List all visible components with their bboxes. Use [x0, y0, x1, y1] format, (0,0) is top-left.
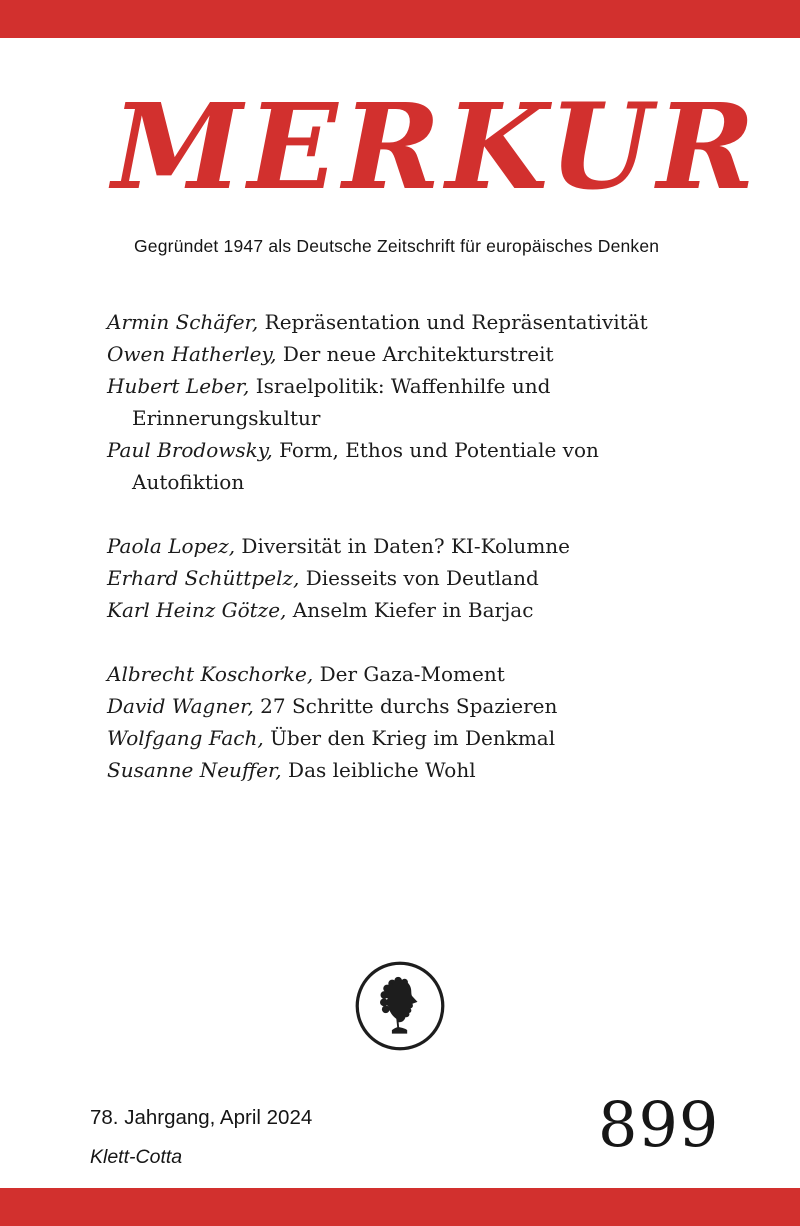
- toc-title: Form, Ethos und Potentiale von Autofiktion: [132, 438, 599, 494]
- top-red-bar: [0, 0, 800, 38]
- toc-item: [107, 722, 682, 754]
- toc-author: Albrecht Koschorke,: [107, 662, 314, 686]
- mercury-head-icon: [354, 960, 446, 1052]
- toc-item: [107, 434, 682, 498]
- toc-group: [107, 530, 682, 626]
- magazine-title: MERKUR: [112, 77, 760, 216]
- toc-title: Über den Krieg im Denkmal: [270, 726, 556, 750]
- toc-title: Repräsentation und Repräsentativität: [264, 310, 648, 334]
- toc-item: [107, 338, 682, 370]
- toc-item: [107, 754, 682, 786]
- toc-title: Der Gaza-Moment: [319, 662, 505, 686]
- issue-number: 899: [598, 1088, 720, 1161]
- toc-author: Karl Heinz Götze,: [107, 598, 287, 622]
- toc-item: [107, 530, 682, 562]
- edition-info: 78. Jahrgang, April 2024: [90, 1106, 313, 1129]
- bottom-red-bar: [0, 1188, 800, 1226]
- publisher-logo: [354, 960, 446, 1052]
- toc-title: Das leibliche Wohl: [288, 758, 476, 782]
- toc-item: [107, 594, 682, 626]
- toc-author: Wolfgang Fach,: [107, 726, 264, 750]
- toc-group: [107, 306, 682, 498]
- toc-author: Paul Brodowsky,: [107, 438, 273, 462]
- toc-author: Erhard Schüttpelz,: [107, 566, 300, 590]
- toc-item: [107, 690, 682, 722]
- toc-title: Israelpolitik: Waffenhilfe und Erinnerungskultur: [132, 374, 551, 430]
- toc-author: Susanne Neuffer,: [107, 758, 282, 782]
- toc-item: [107, 658, 682, 690]
- toc-author: Paola Lopez,: [107, 534, 236, 558]
- table-of-contents: [107, 306, 682, 818]
- toc-group: [107, 658, 682, 786]
- toc-author: David Wagner,: [107, 694, 254, 718]
- publisher-name: Klett-Cotta: [90, 1146, 183, 1168]
- toc-author: Hubert Leber,: [107, 374, 250, 398]
- toc-title: Anselm Kiefer in Barjac: [292, 598, 534, 622]
- magazine-subtitle: Gegründet 1947 als Deutsche Zeitschrift für europäisches Denken: [134, 236, 660, 256]
- toc-title: Diesseits von Deutland: [305, 566, 539, 590]
- toc-title: Diversität in Daten? KI-Kolumne: [241, 534, 570, 558]
- toc-title: Der neue Architekturstreit: [282, 342, 554, 366]
- toc-item: [107, 306, 682, 338]
- toc-item: [107, 370, 682, 434]
- toc-author: Owen Hatherley,: [107, 342, 277, 366]
- toc-title: 27 Schritte durchs Spazieren: [260, 694, 558, 718]
- toc-item: [107, 562, 682, 594]
- toc-author: Armin Schäfer,: [107, 310, 259, 334]
